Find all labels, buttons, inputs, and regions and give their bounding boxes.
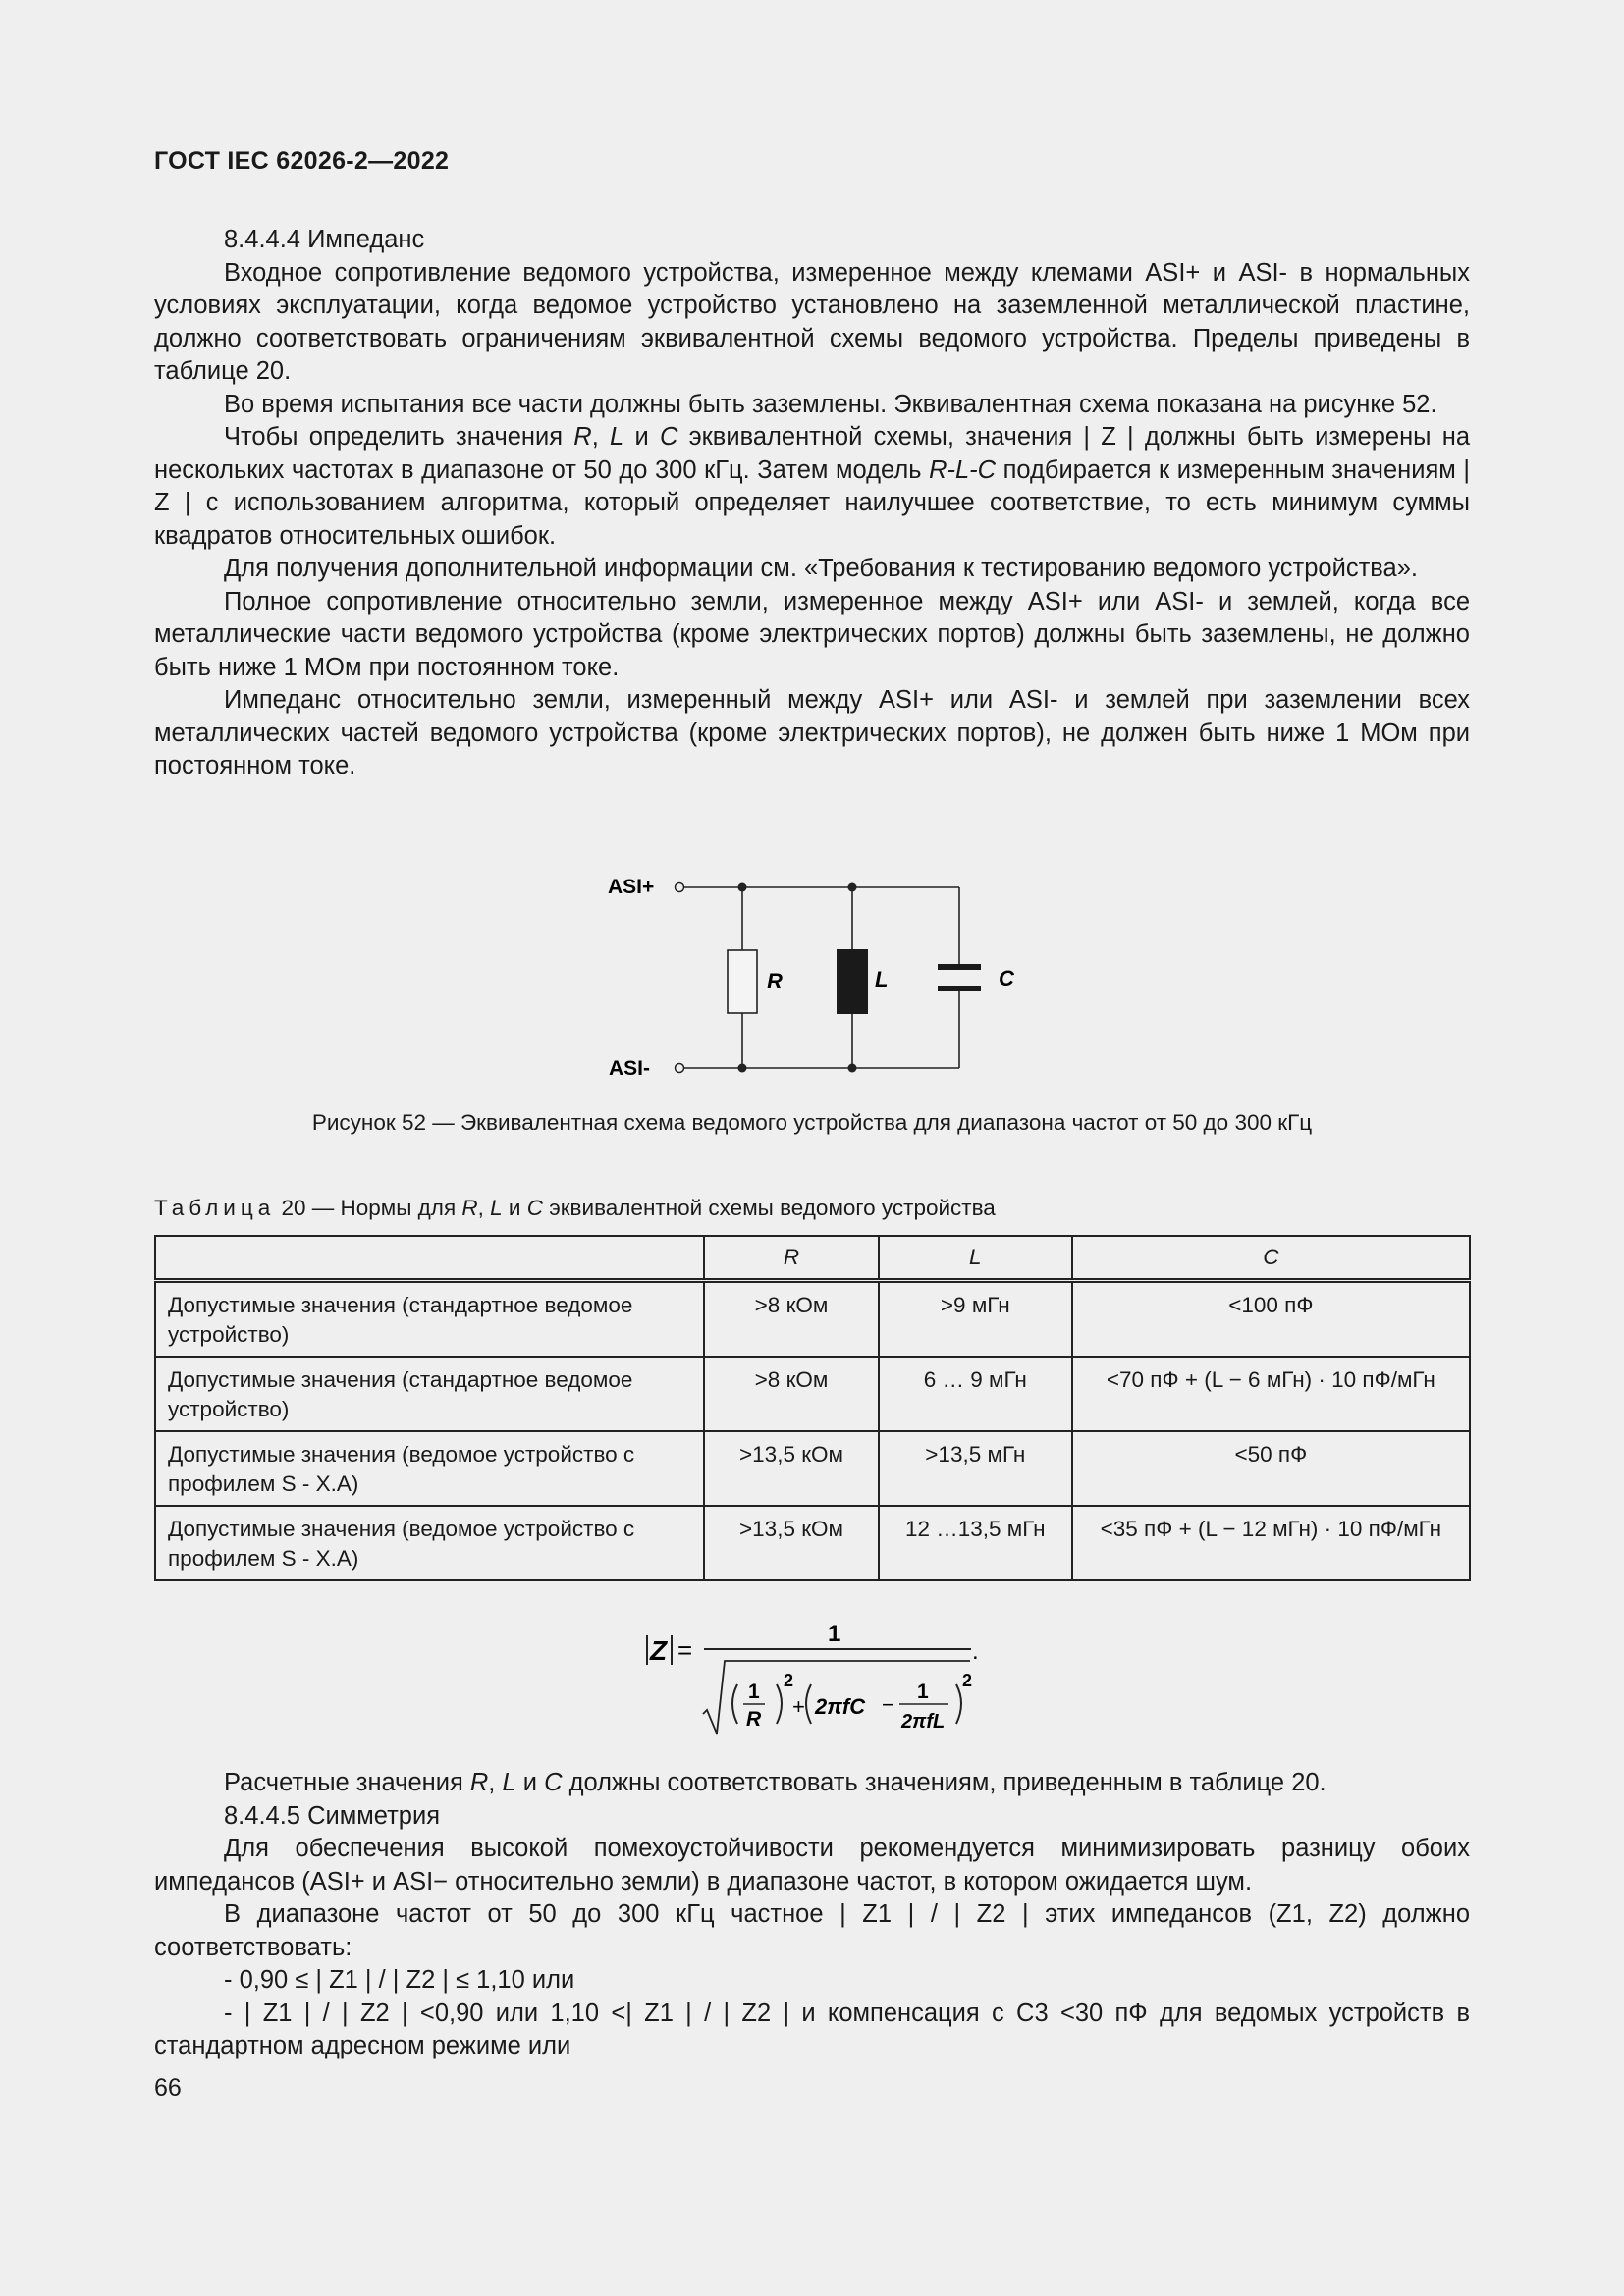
- table-cell-c: <70 пФ + (L − 6 мГн) · 10 пФ/мГн: [1072, 1357, 1470, 1431]
- list-item: - 0,90 ≤ | Z1 | / | Z2 | ≤ 1,10 или: [224, 1966, 575, 1994]
- table-cell-desc: Допустимые значения (стандартное ведомое устройство): [155, 1357, 704, 1431]
- terminal-asi-minus: [676, 1064, 684, 1073]
- table-cell-desc: Допустимые значения (ведомое устройство с профилем S - X.A): [155, 1506, 704, 1580]
- table-cell-l: >13,5 мГн: [879, 1431, 1072, 1506]
- table-cell-r: >13,5 кОм: [704, 1506, 879, 1580]
- formula-2pifc: 2πfC: [815, 1694, 866, 1719]
- norms-table: [154, 1235, 1471, 1581]
- table-row: [155, 1506, 1470, 1580]
- formula-lhs: Z: [650, 1635, 668, 1666]
- table-cell-l: 12 …13,5 мГн: [879, 1506, 1072, 1580]
- capacitor-plate-top: [938, 964, 981, 970]
- figure-caption: Рисунок 52 — Эквивалентная схема ведомого устройства для диапазона частот от 50 до 300 кГц: [311, 1110, 1313, 1135]
- paragraph: Во время испытания все части должны быть заземлены. Эквивалентная схема показана на рисунке 52.: [224, 390, 1437, 418]
- equivalent-circuit-diagram: [589, 864, 1041, 1090]
- terminal-asi-plus: [676, 883, 684, 892]
- formula-minus: −: [882, 1692, 894, 1717]
- formula-exp2: 2: [962, 1671, 973, 1690]
- section-heading: 8.4.4.5 Симметрия: [224, 1801, 441, 1830]
- terminal-asi-minus-label: ASI-: [609, 1057, 650, 1080]
- capacitor-plate-bottom: [938, 986, 981, 991]
- formula-numerator: 1: [828, 1621, 841, 1647]
- document-header: ГОСТ IEC 62026-2—2022: [154, 147, 450, 175]
- paragraph: Полное сопротивление относительно земли, измеренное между ASI+ или ASI- и землей, когда все металлические части ведомого устройства (кроме электрических портов) должны быть заземлены, не должно быть ниже 1 МОм при постоянном токе.: [154, 587, 1470, 681]
- paragraph: Для получения дополнительной информации см. «Требования к тестированию ведомого устройства».: [224, 555, 1418, 582]
- formula-plus: +: [792, 1694, 805, 1719]
- table-header-cell: R: [704, 1236, 879, 1281]
- table-cell-l: 6 … 9 мГн: [879, 1357, 1072, 1431]
- section-impedance: [154, 224, 1470, 783]
- table-cell-r: >13,5 кОм: [704, 1431, 879, 1506]
- label-r: R: [767, 969, 783, 993]
- circuit-wires: [684, 887, 960, 1068]
- table-row: [155, 1431, 1470, 1506]
- junction-dot: [848, 1064, 857, 1073]
- table-row: [155, 1357, 1470, 1431]
- table-cell-l: >9 мГн: [879, 1281, 1072, 1358]
- table-cell-desc: Допустимые значения (стандартное ведомое устройство): [155, 1281, 704, 1358]
- paragraph: Входное сопротивление ведомого устройства, измеренное между клемами ASI+ и ASI- в нормальных условиях эксплуатации, когда ведомое устройство установлено на заземленной металлической пластине, должно соответствовать ограничениям эквивалентной схемы ведомого устройства. Пределы приведены в таблице 20.: [154, 258, 1470, 385]
- table-row: [155, 1281, 1470, 1358]
- table-header-cell: L: [879, 1236, 1072, 1281]
- table-header-row: [155, 1236, 1470, 1281]
- section-symmetry: [154, 1767, 1470, 2063]
- formula-period: .: [972, 1638, 979, 1665]
- page-number: 66: [154, 2074, 182, 2102]
- junction-dot: [848, 883, 857, 892]
- paragraph: Чтобы определить значения R, L и C эквивалентной схемы, значения | Z | должны быть измерены на нескольких частотах в диапазоне от 50 до 300 кГц. Затем модель R-L-C подбирается к измеренным значениям | Z | с использованием алгоритма, который определяет наилучшее соответствие, то есть минимум суммы квадратов относительных ошибок.: [154, 423, 1471, 550]
- section-heading: 8.4.4.4 Импеданс: [224, 226, 425, 253]
- paragraph: Для обеспечения высокой помехоустойчивости рекомендуется минимизировать разницу обоих импедансов (ASI+ и ASI− относительно земли) в диапазоне частот, в котором ожидается шум.: [154, 1835, 1470, 1896]
- inductor-l: [837, 949, 868, 1014]
- table-header-cell: C: [1072, 1236, 1470, 1281]
- terminal-asi-plus-label: ASI+: [608, 876, 655, 898]
- label-l: L: [875, 967, 889, 991]
- formula-2pifl: 2πfL: [901, 1711, 946, 1733]
- paragraph: В диапазоне частот от 50 до 300 кГц частное | Z1 | / | Z2 | этих импедансов (Z1, Z2) должно соответствовать:: [154, 1900, 1470, 1961]
- formula-r: R: [746, 1708, 762, 1731]
- table-cell-c: <100 пФ: [1072, 1281, 1470, 1358]
- formula-one-b: 1: [917, 1681, 929, 1703]
- table-cell-c: <35 пФ + (L − 12 мГн) · 10 пФ/мГн: [1072, 1506, 1470, 1580]
- label-c: C: [999, 966, 1014, 990]
- junction-dot: [738, 1064, 747, 1073]
- table-cell-r: >8 кОм: [704, 1281, 879, 1358]
- table-header-cell: [155, 1236, 704, 1281]
- formula-exp1: 2: [784, 1671, 794, 1690]
- formula-one: 1: [748, 1681, 760, 1703]
- resistor-r: [728, 950, 757, 1013]
- table-cell-c: <50 пФ: [1072, 1431, 1470, 1506]
- impedance-formula: [628, 1610, 1001, 1737]
- paragraph: Расчетные значения R, L и C должны соответствовать значениям, приведенным в таблице 20.: [224, 1769, 1326, 1796]
- formula-equals: =: [677, 1635, 693, 1665]
- table-cell-r: >8 кОм: [704, 1357, 879, 1431]
- table-cell-desc: Допустимые значения (ведомое устройство с профилем S - X.A): [155, 1431, 704, 1506]
- junction-dot: [738, 883, 747, 892]
- paragraph: Импеданс относительно земли, измеренный между ASI+ или ASI- и землей при заземлении всех металлических частей ведомого устройства (кроме электрических портов), не должен быть ниже 1 МОм при постоянном токе.: [154, 686, 1470, 779]
- table-title: Таблица 20 — Нормы для R, L и C эквивалентной схемы ведомого устройства: [154, 1196, 996, 1220]
- list-item: - | Z1 | / | Z2 | <0,90 или 1,10 <| Z1 | / | Z2 | и компенсация с C3 <30 пФ для ведомых устройств в стандартном адресном режиме или: [154, 1999, 1470, 2059]
